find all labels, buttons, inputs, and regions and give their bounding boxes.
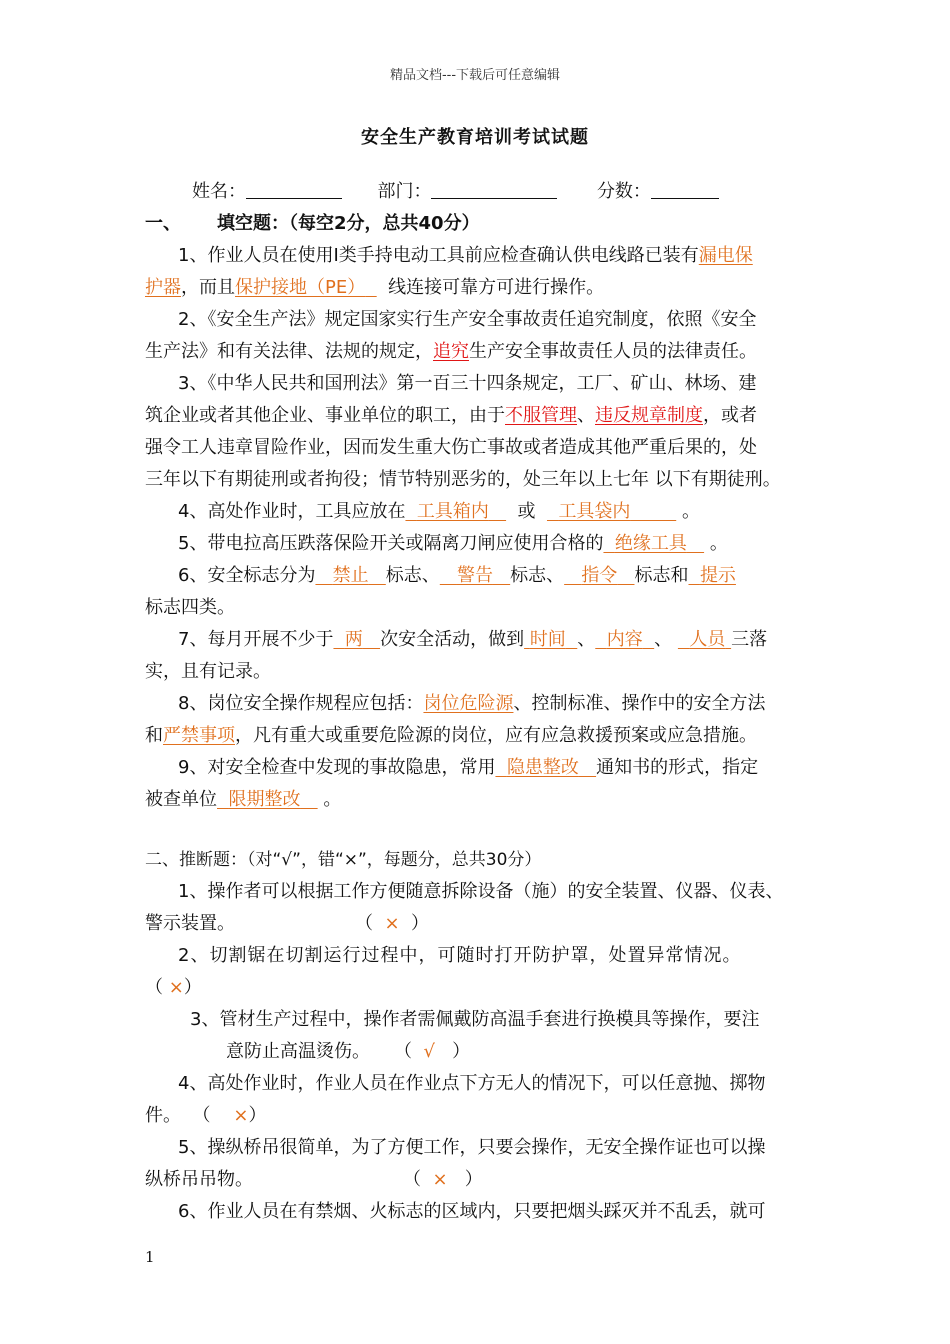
s1-q3-line2: 筑企业或者其他企业、事业单位的职工，由于不服管理、违反规章制度，或者: [145, 405, 757, 426]
s1-q5: 5、带电拉高压跌落保险开关或隔离刀闸应使用合格的 绝缘工具 。: [178, 533, 728, 554]
s1-q8-line1: 8、岗位安全操作规程应包括：岗位危险源、控制标准、操作中的安全方法: [178, 693, 766, 714]
s2-q3-line2: 意防止高温烫伤。 （ √ ）: [226, 1041, 471, 1062]
page-title: 安全生产教育培训考试试题: [361, 127, 589, 148]
s2-q5-line1: 5、操纵桥吊很简单，为了方便工作，只要会操作，无安全操作证也可以操: [178, 1137, 766, 1158]
s2-q4-line2: 件。 （ ×）: [145, 1105, 267, 1126]
name-label: 姓名：: [192, 181, 246, 202]
page-number: 1: [145, 1248, 155, 1266]
s1-q8-line2: 和严禁事项，凡有重大或重要危险源的岗位，应有应急救援预案或应急措施。: [145, 725, 757, 746]
score-label: 分数：: [596, 181, 651, 202]
s2-q3-line1: 3、管材生产过程中，操作者需佩戴防高温手套进行换模具等操作，要注: [190, 1009, 760, 1030]
s2-q1-line2: 警示装置。 （ × ）: [145, 913, 429, 934]
s2-q1-line1: 1、操作者可以根据工作方便随意拆除设备（施）的安全装置、仪器、仪表、: [178, 881, 784, 902]
s2-q6-line1: 6、作业人员在有禁烟、火标志的区域内，只要把烟头踩灭并不乱丢，就可: [178, 1201, 766, 1222]
s2-q5-line2: 纵桥吊吊物。 （ × ）: [145, 1169, 483, 1190]
s1-q9-line1: 9、对安全检查中发现的事故隐患，常用 隐患整改 通知书的形式，指定: [178, 757, 759, 778]
s1-q1-line1: 1、作业人员在使用Ⅰ类手持电动工具前应检查确认供电线路已装有漏电保: [178, 245, 753, 266]
s2-q4-line1: 4、高处作业时，作业人员在作业点下方无人的情况下，可以任意抛、掷物: [178, 1073, 766, 1094]
s1-q3-line3: 强令工人违章冒险作业，因而发生重大伤亡事故或者造成其他严重后果的，处: [145, 437, 757, 458]
s1-q9-line2: 被查单位 限期整改 。: [145, 789, 342, 810]
page-header: 精品文档---下载后可任意编辑: [389, 68, 561, 83]
s1-q3-line1: 3、《中华人民共和国刑法》第一百三十四条规定，工厂、矿山、林场、建: [178, 373, 757, 394]
dept-label: 部门：: [377, 181, 432, 202]
s1-q6-line1: 6、安全标志分为 禁止 标志、 警告 标志、 指令 标志和 提示: [178, 565, 736, 586]
section2-heading: 二、推断题：（对“√”，错“×”，每题分，总共30分）: [145, 850, 542, 870]
s2-q2-line1: 2、切割锯在切割运行过程中，可随时打开防护罩，处置异常情况。: [178, 945, 742, 966]
s1-q2-line2: 生产法》和有关法律、法规的规定，追究生产安全事故责任人员的法律责任。: [145, 341, 757, 362]
info-row: [192, 180, 719, 204]
section1-heading: 一、 填空题：（每空2分，总共40分）: [145, 213, 480, 234]
s1-q6-line2: 标志四类。: [145, 597, 235, 618]
s1-q7-line2: 实，且有记录。: [145, 661, 271, 682]
s1-q3-line4: 三年以下有期徒刑或者拘役；情节特别恶劣的，处三年以上七年 以下有期徒刑。: [145, 469, 781, 490]
s1-q1-line2: 护器，而且保护接地（PE） 线连接可靠方可进行操作。: [145, 277, 605, 298]
dept-field[interactable]: [431, 180, 557, 199]
name-field[interactable]: [246, 180, 342, 199]
s1-q4: 4、高处作业时，工具应放在 工具箱内 或 工具袋内 。: [178, 501, 700, 522]
s2-q2-line2: （ ×）: [145, 977, 202, 998]
s1-q2-line1: 2、《安全生产法》规定国家实行生产安全事故责任追究制度，依照《安全: [178, 309, 757, 330]
s1-q7-line1: 7、每月开展不少于 两 次安全活动，做到 时间 、 内容 、 人员 三落: [178, 629, 768, 650]
score-field[interactable]: [651, 180, 719, 199]
